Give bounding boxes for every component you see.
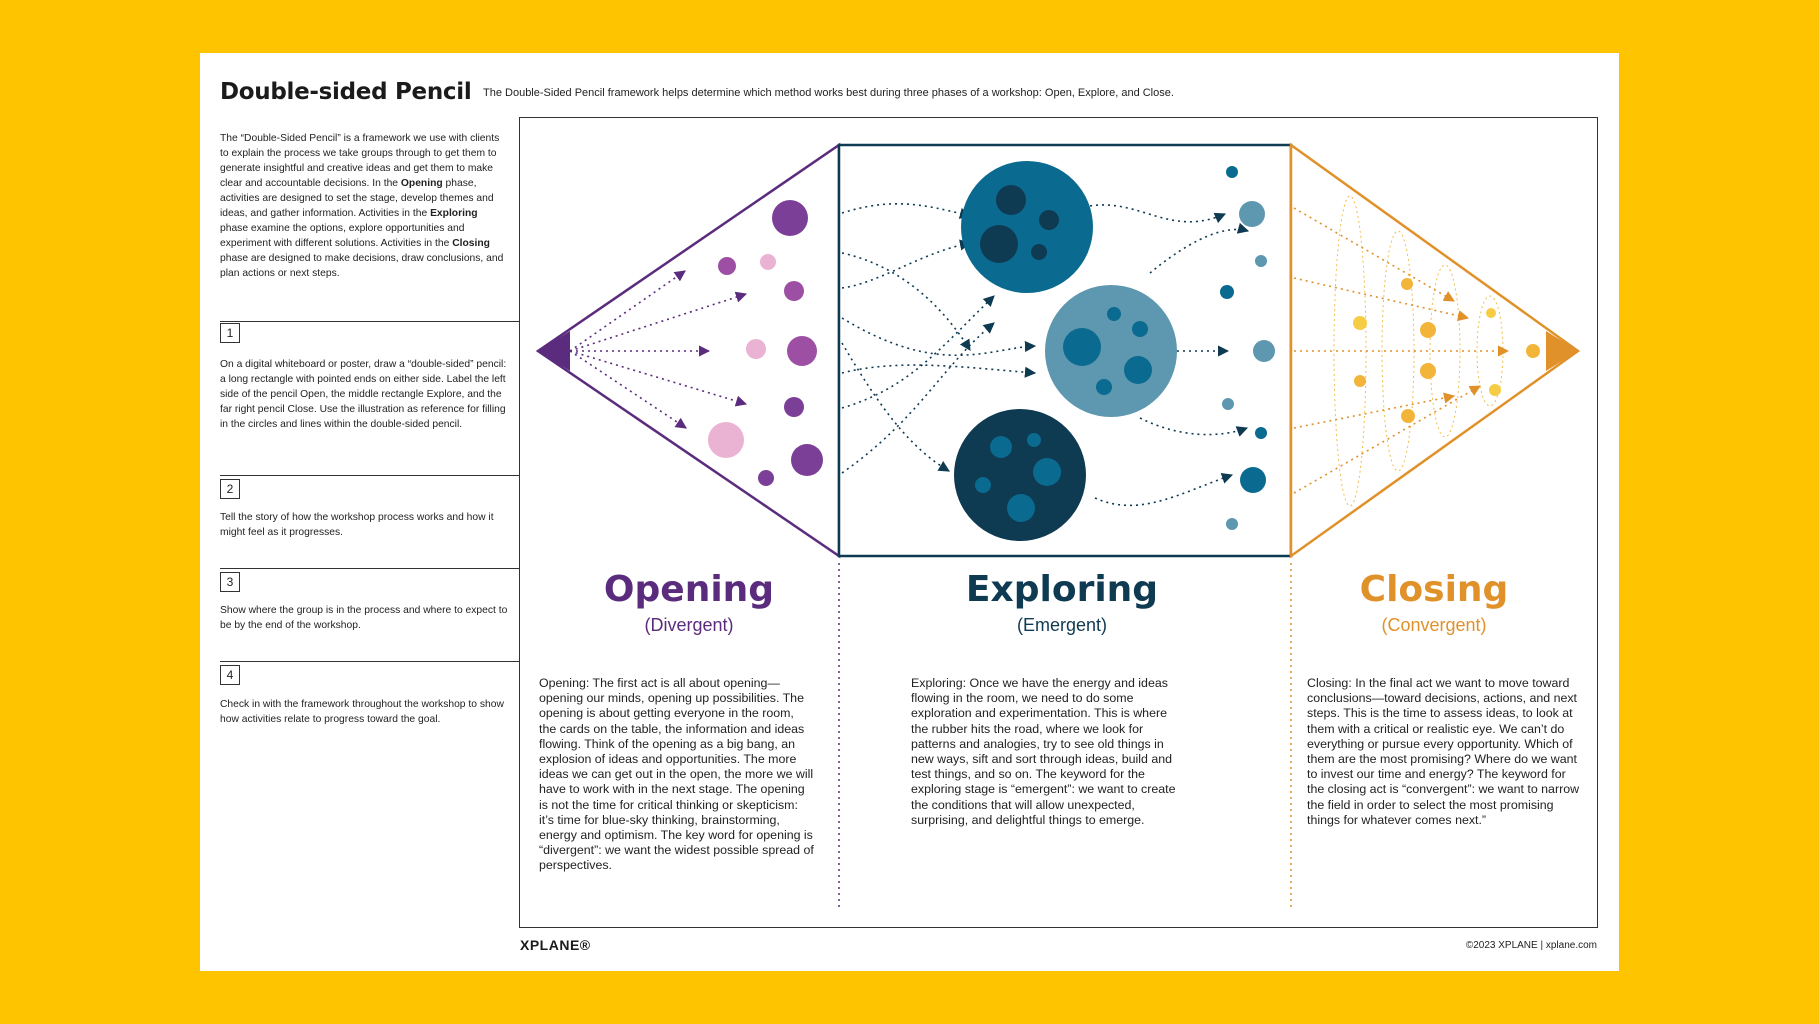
phase-title-closing: Closing	[1359, 569, 1509, 610]
step-number: 4	[220, 665, 240, 685]
closing-section	[1291, 145, 1578, 556]
phase-title-opening: Opening	[603, 569, 775, 610]
worksheet	[200, 53, 1619, 971]
idea-cluster-bottom	[954, 409, 1086, 541]
opening-tip	[538, 331, 570, 371]
exploring-section	[839, 145, 1291, 556]
phase-title-exploring: Exploring	[965, 569, 1159, 610]
diagram-frame	[519, 117, 1598, 928]
phase-description-opening: Opening: The first act is all about opening—opening our minds, opening up possibilities. The opening is about getting everyone in the room, the cards on the table, the information and ideas flowing. Think of the opening as a big bang, an explosion of ideas and opportunities. The more ideas we can get out in the open, the more we will have to work with in the next stage. The opening is not the time for critical thinking or skepticism: it’s time for blue-sky thinking, brainstorming, energy and optimism. The key word for opening is “divergent”: we want the widest possible spread of perspectives.	[539, 676, 814, 873]
phase-description-closing: Closing: In the final act we want to move toward conclusions—toward decisions, actions, and next steps. This is the time to assess ideas, to look at them with a critical or realistic eye. We can’t do everything or pursue every opportunity. Which of them are the most promising? Where do we want to invest our time and energy? The keyword for the closing act is “convergent”: we want to narrow the field in order to select the most promising things for whatever comes next.”	[1307, 676, 1580, 827]
copyright-text: ©2023 XPLANE | xplane.com	[1465, 940, 1597, 951]
opening-section	[538, 145, 839, 556]
page-title: Double-sided Pencil	[220, 79, 472, 105]
divider	[220, 661, 520, 662]
idea-cluster-middle	[1045, 285, 1177, 417]
phase-subtitle-opening: (Divergent)	[644, 615, 734, 635]
divider	[220, 568, 520, 569]
step-text: Show where the group is in the process and where to expect to be by the end of the workshop.	[220, 605, 508, 631]
step-text: Check in with the framework throughout the workshop to show how activities relate to progress toward the goal.	[220, 699, 504, 725]
closing-tip	[1546, 331, 1578, 371]
idea-cluster-top	[961, 161, 1093, 293]
page-subtitle: The Double-Sided Pencil framework helps determine which method works best during three phases of a workshop: Open, Explore, and Close.	[483, 87, 1174, 99]
divider	[220, 475, 520, 476]
step-number: 1	[220, 323, 240, 343]
phase-subtitle-closing: (Convergent)	[1381, 615, 1487, 635]
phase-subtitle-exploring: (Emergent)	[1016, 615, 1108, 635]
intro-text: The “Double-Sided Pencil” is a framework we use with clients to explain the process we take groups through to get them to generate insightful and creative ideas and get them to make clear and accountable decisions. In the Opening phase, activities are designed to set the stage, develop themes and ideas, and gather information. Activities in the Exploring phase examine the options, explore opportunities and experiment with different solutions. Activities in the Closing phase are designed to make decisions, draw conclusions, and plan actions or next steps.	[220, 133, 504, 279]
step-text: Tell the story of how the workshop process works and how it might feel as it progresses.	[220, 512, 494, 538]
phase-description-exploring: Exploring: Once we have the energy and ideas flowing in the room, we need to do some exploration and experimentation. This is where the rubber hits the road, where we look for patterns and analogies, try to see old things in new ways, sift and sort through ideas, build and test things, and so on. The keyword for the exploring stage is “emergent”: we want to create the conditions that will allow unexpected, surprising, and delightful things to emerge.	[911, 676, 1176, 827]
step-number: 3	[220, 572, 240, 592]
step-text: On a digital whiteboard or poster, draw a “double-sided” pencil: a long rectangle with pointed ends on either side. Label the left side of the pencil Open, the middle rectangle Explore, and the far right pencil Close. Use the illustration as reference for filling in the circles and lines within the double-sided pencil.	[220, 359, 507, 430]
step-number: 2	[220, 479, 240, 499]
xplane-logo: XPLANE®	[520, 937, 591, 953]
divider	[220, 321, 520, 322]
